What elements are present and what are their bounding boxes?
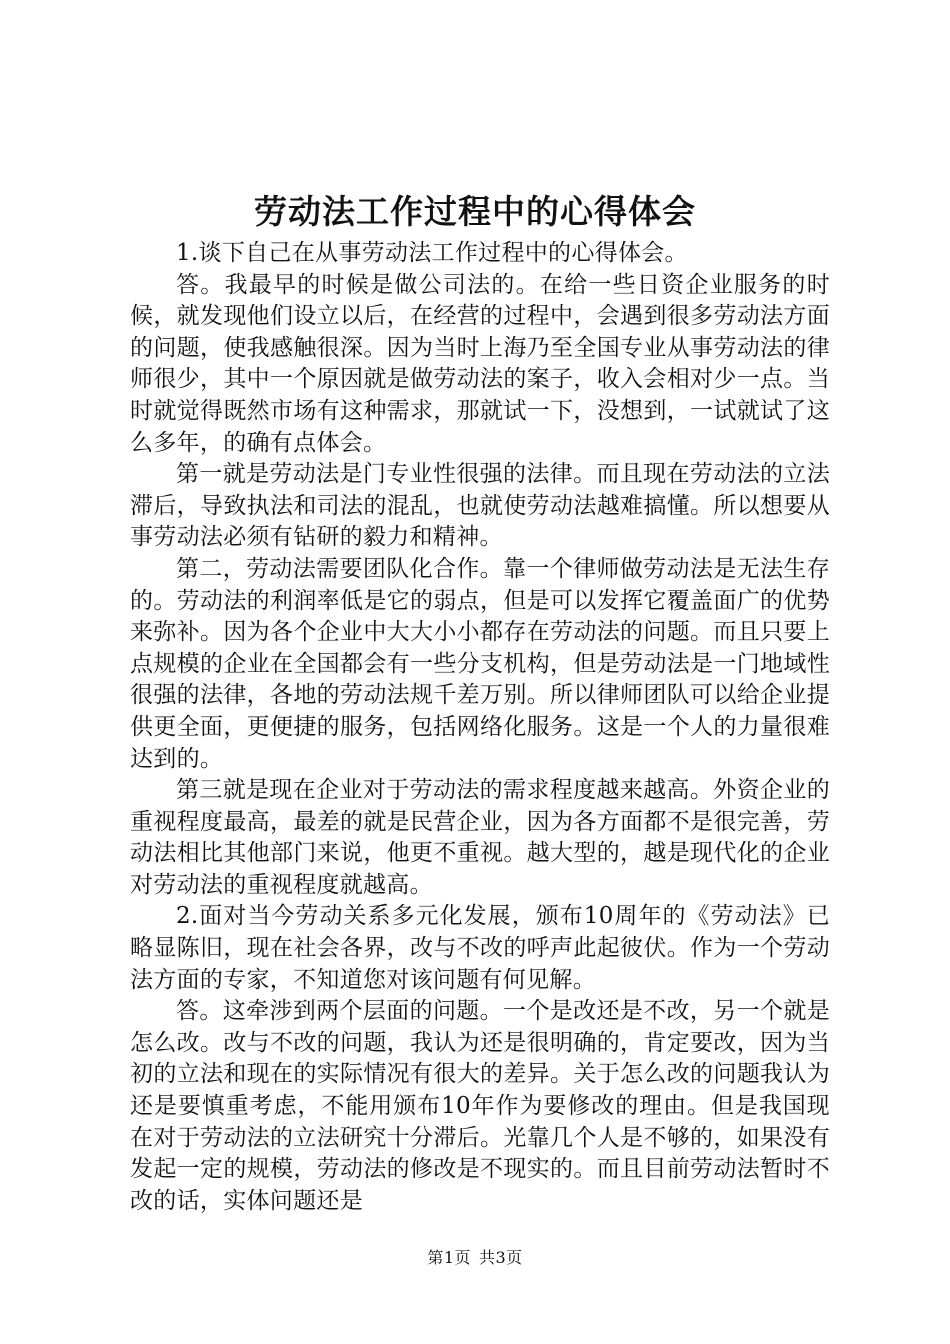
- document-title: 劳动法工作过程中的心得体会: [254, 192, 696, 231]
- paragraph-answer-1: 答。我最早的时候是做公司法的。在给一些日资企业服务的时候，就发现他们设立以后，在经营的过程中，会遇到很多劳动法方面的问题，使我感触很深。因为当时上海乃至全国专业从事劳动法的律师很少，其中一个原因就是做劳动法的案子，收入会相对少一点。当时就觉得既然市场有这种需求，那就试一下，没想到，一试就试了这么多年，的确有点体会。: [130, 271, 830, 456]
- paragraph-point-1: 第一就是劳动法是门专业性很强的法律。而且现在劳动法的立法滞后，导致执法和司法的混乱，也就使劳动法越难搞懂。所以想要从事劳动法必须有钻研的毅力和精神。: [130, 461, 830, 551]
- paragraph-point-3: 第三就是现在企业对于劳动法的需求程度越来越高。外资企业的重视程度最高，最差的就是民营企业，因为各方面都不是很完善，劳动法相比其他部门来说，他更不重视。越大型的，越是现代化的企业对劳动法的重视程度就越高。: [130, 777, 830, 898]
- page-number: 第1页: [427, 1248, 471, 1267]
- paragraph-answer-2: 答。这牵涉到两个层面的问题。一个是改还是不改，另一个就是怎么改。改与不改的问题，我认为还是很明确的，肯定要改，因为当初的立法和现在的实际情况有很大的差异。关于怎么改的问题我认为还是要慎重考虑，不能用颁布10年作为要修改的理由。但是我国现在对于劳动法的立法研究十分滞后。光靠几个人是不够的，如果没有发起一定的规模，劳动法的修改是不现实的。而且目前劳动法暂时不改的话，实体问题还是: [130, 998, 830, 1214]
- page-footer: [0, 1245, 950, 1268]
- paragraph-point-2: 第二，劳动法需要团队化合作。靠一个律师做劳动法是无法生存的。劳动法的利润率低是它的弱点，但是可以发挥它覆盖面广的优势来弥补。因为各个企业中大大小小都存在劳动法的问题。而且只要上点规模的企业在全国都会有一些分支机构，但是劳动法是一门地域性很强的法律，各地的劳动法规千差万别。所以律师团队可以给企业提供更全面，更便捷的服务，包括网络化服务。这是一个人的力量很难达到的。: [130, 555, 830, 772]
- paragraph-question-1: 1.谈下自己在从事劳动法工作过程中的心得体会。: [176, 240, 688, 266]
- document-body: [130, 238, 830, 1217]
- paragraph-question-2: 2.面对当今劳动关系多元化发展，颁布10周年的《劳动法》已略显陈旧，现在社会各界，改与不改的呼声此起彼伏。作为一个劳动法方面的专家，不知道您对该问题有何见解。: [130, 903, 830, 993]
- page-total: 共3页: [479, 1248, 523, 1267]
